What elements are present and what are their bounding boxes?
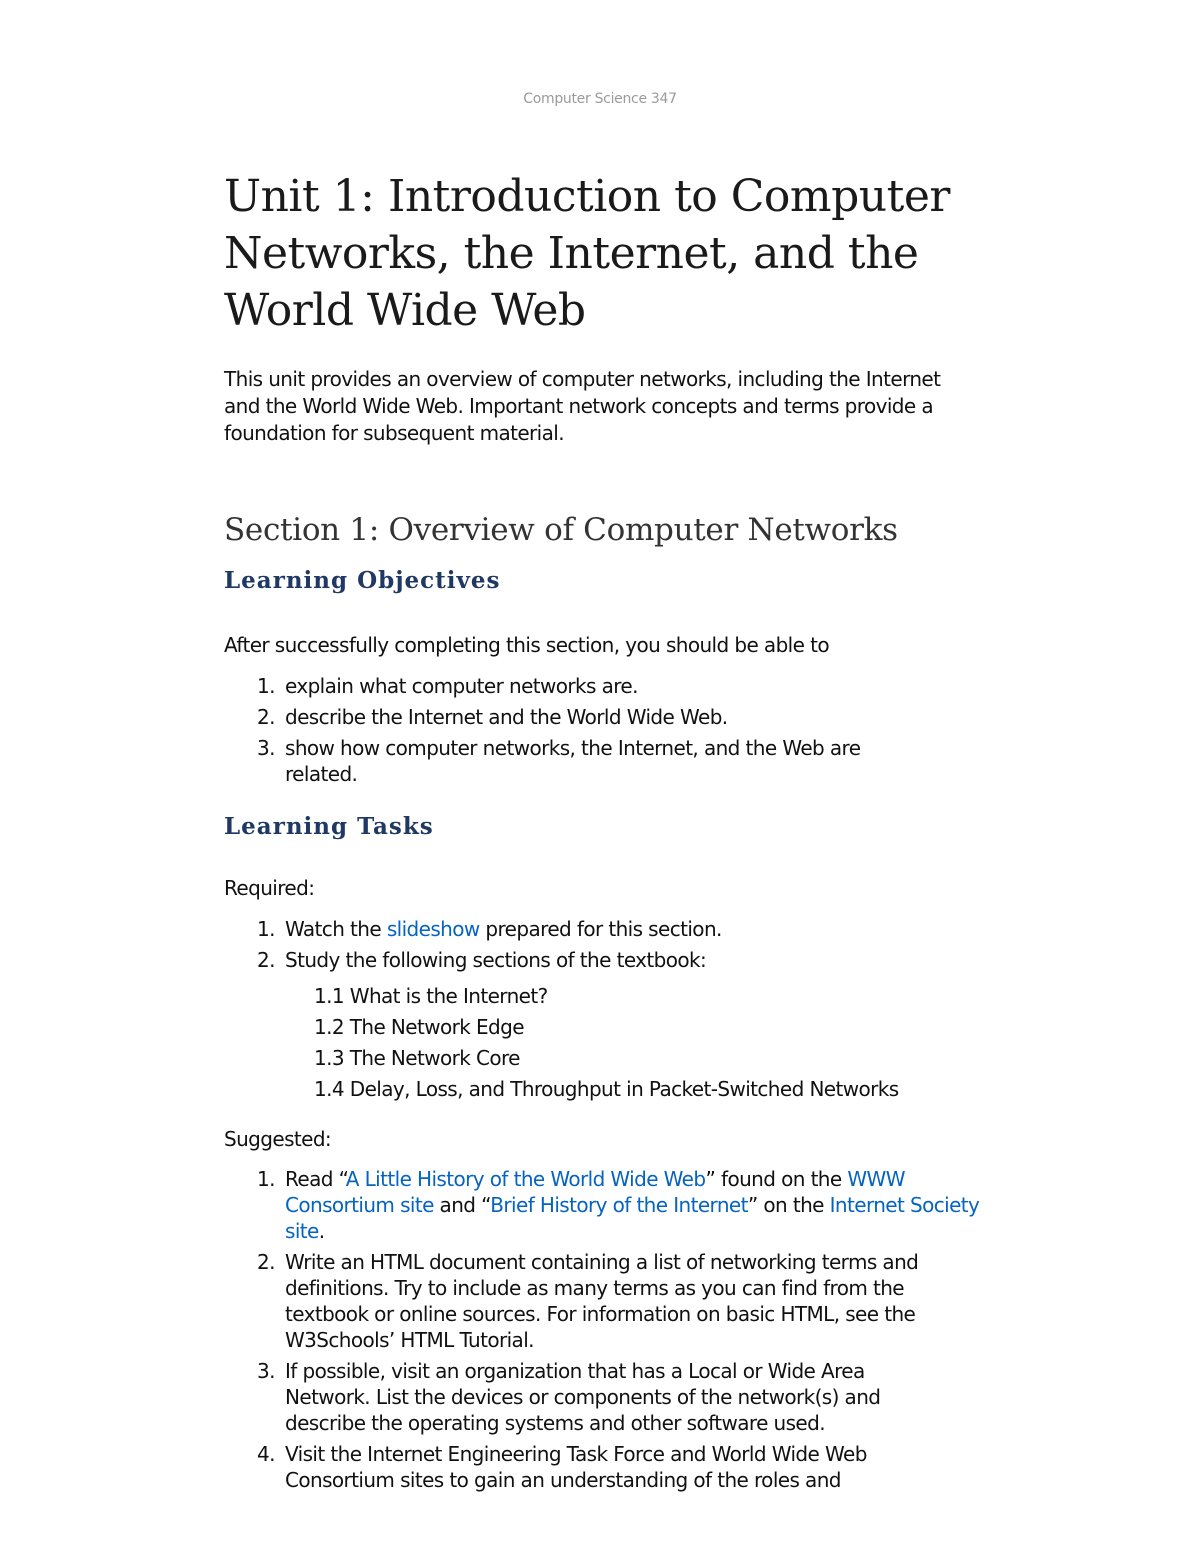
list-item-text-end: prepared for this section.: [479, 917, 722, 941]
list-item-text: explain what computer networks are.: [285, 674, 638, 698]
list-item-text: Study the following sections of the textbook:: [285, 948, 707, 972]
list-number: 2.: [257, 948, 275, 972]
section-title: Section 1: Overview of Computer Networks: [224, 512, 898, 548]
objectives-list: [224, 673, 984, 787]
learning-objectives-heading: Learning Objectives: [224, 567, 501, 594]
www-consortium-link[interactable]: WWW Consortium site: [285, 1167, 905, 1217]
objectives-lead: After successfully completing this section, you should be able to: [224, 633, 829, 657]
list-number: 3.: [257, 1359, 275, 1383]
list-item-text: Visit the Internet Engineering Task Force and World Wide Web Consortium sites to gain an understanding of the roles and: [285, 1442, 867, 1492]
slideshow-link[interactable]: slideshow: [386, 917, 480, 941]
learning-tasks-heading: Learning Tasks: [224, 813, 434, 840]
text-segment: .: [318, 1219, 325, 1243]
textbook-section-item: 1.4 Delay, Loss, and Throughput in Packet-Switched Networks: [314, 1077, 899, 1101]
text-segment: Read “: [285, 1167, 346, 1191]
textbook-section-item: 1.3 The Network Core: [314, 1046, 520, 1070]
textbook-section-item: 1.2 The Network Edge: [314, 1015, 524, 1039]
list-item-text: describe the Internet and the World Wide Web.: [285, 705, 728, 729]
list-item: [224, 1441, 984, 1493]
internet-society-link[interactable]: Internet Society site: [285, 1193, 980, 1243]
required-label: Required:: [224, 876, 315, 900]
text-segment: and “: [433, 1193, 491, 1217]
unit-title: Unit 1: Introduction to Computer Networks, the Internet, and the World Wide Web: [224, 171, 950, 336]
list-item-text-start: Watch the: [285, 917, 387, 941]
unit-intro: This unit provides an overview of computer networks, including the Internet and the World Wide Web. Important network concepts and terms provide a foundation for subsequent material.: [224, 367, 941, 445]
textbook-section-item: 1.1 What is the Internet?: [314, 984, 548, 1008]
list-number: 2.: [257, 705, 275, 729]
list-number: 1.: [257, 1167, 275, 1191]
suggested-list: [224, 1166, 984, 1493]
list-number: 2.: [257, 1250, 275, 1274]
list-item: [224, 1358, 984, 1436]
textbook-sections: [285, 981, 984, 1105]
list-item: [224, 735, 984, 787]
list-number: 1.: [257, 917, 275, 941]
suggested-label: Suggested:: [224, 1127, 332, 1151]
text-segment: ” on the: [747, 1193, 830, 1217]
list-number: 1.: [257, 674, 275, 698]
page-header: Computer Science 347: [523, 91, 677, 107]
list-item-text: show how computer networks, the Internet, and the Web are related.: [285, 736, 861, 786]
list-item: [224, 947, 984, 1105]
www-history-link[interactable]: A Little History of the World Wide Web: [345, 1167, 706, 1191]
text-segment: ” found on the: [705, 1167, 848, 1191]
list-item: [224, 1249, 984, 1353]
internet-history-link[interactable]: Brief History of the Internet: [490, 1193, 748, 1217]
required-list: [224, 916, 984, 1105]
list-item-text: If possible, visit an organization that has a Local or Wide Area Network. List the devices or components of the network(s) and describe the operating systems and other software used.: [285, 1359, 881, 1435]
list-item: [224, 704, 984, 730]
list-number: 3.: [257, 736, 275, 760]
list-item: [224, 916, 984, 942]
list-item-text: Write an HTML document containing a list of networking terms and definitions. Try to include as many terms as you can find from the textbook or online sources. For information on basic HTML, see the W3Schools’ HTML Tutorial.: [285, 1250, 919, 1352]
list-number: 4.: [257, 1442, 275, 1466]
list-item: [224, 1166, 984, 1244]
list-item: [224, 673, 984, 699]
